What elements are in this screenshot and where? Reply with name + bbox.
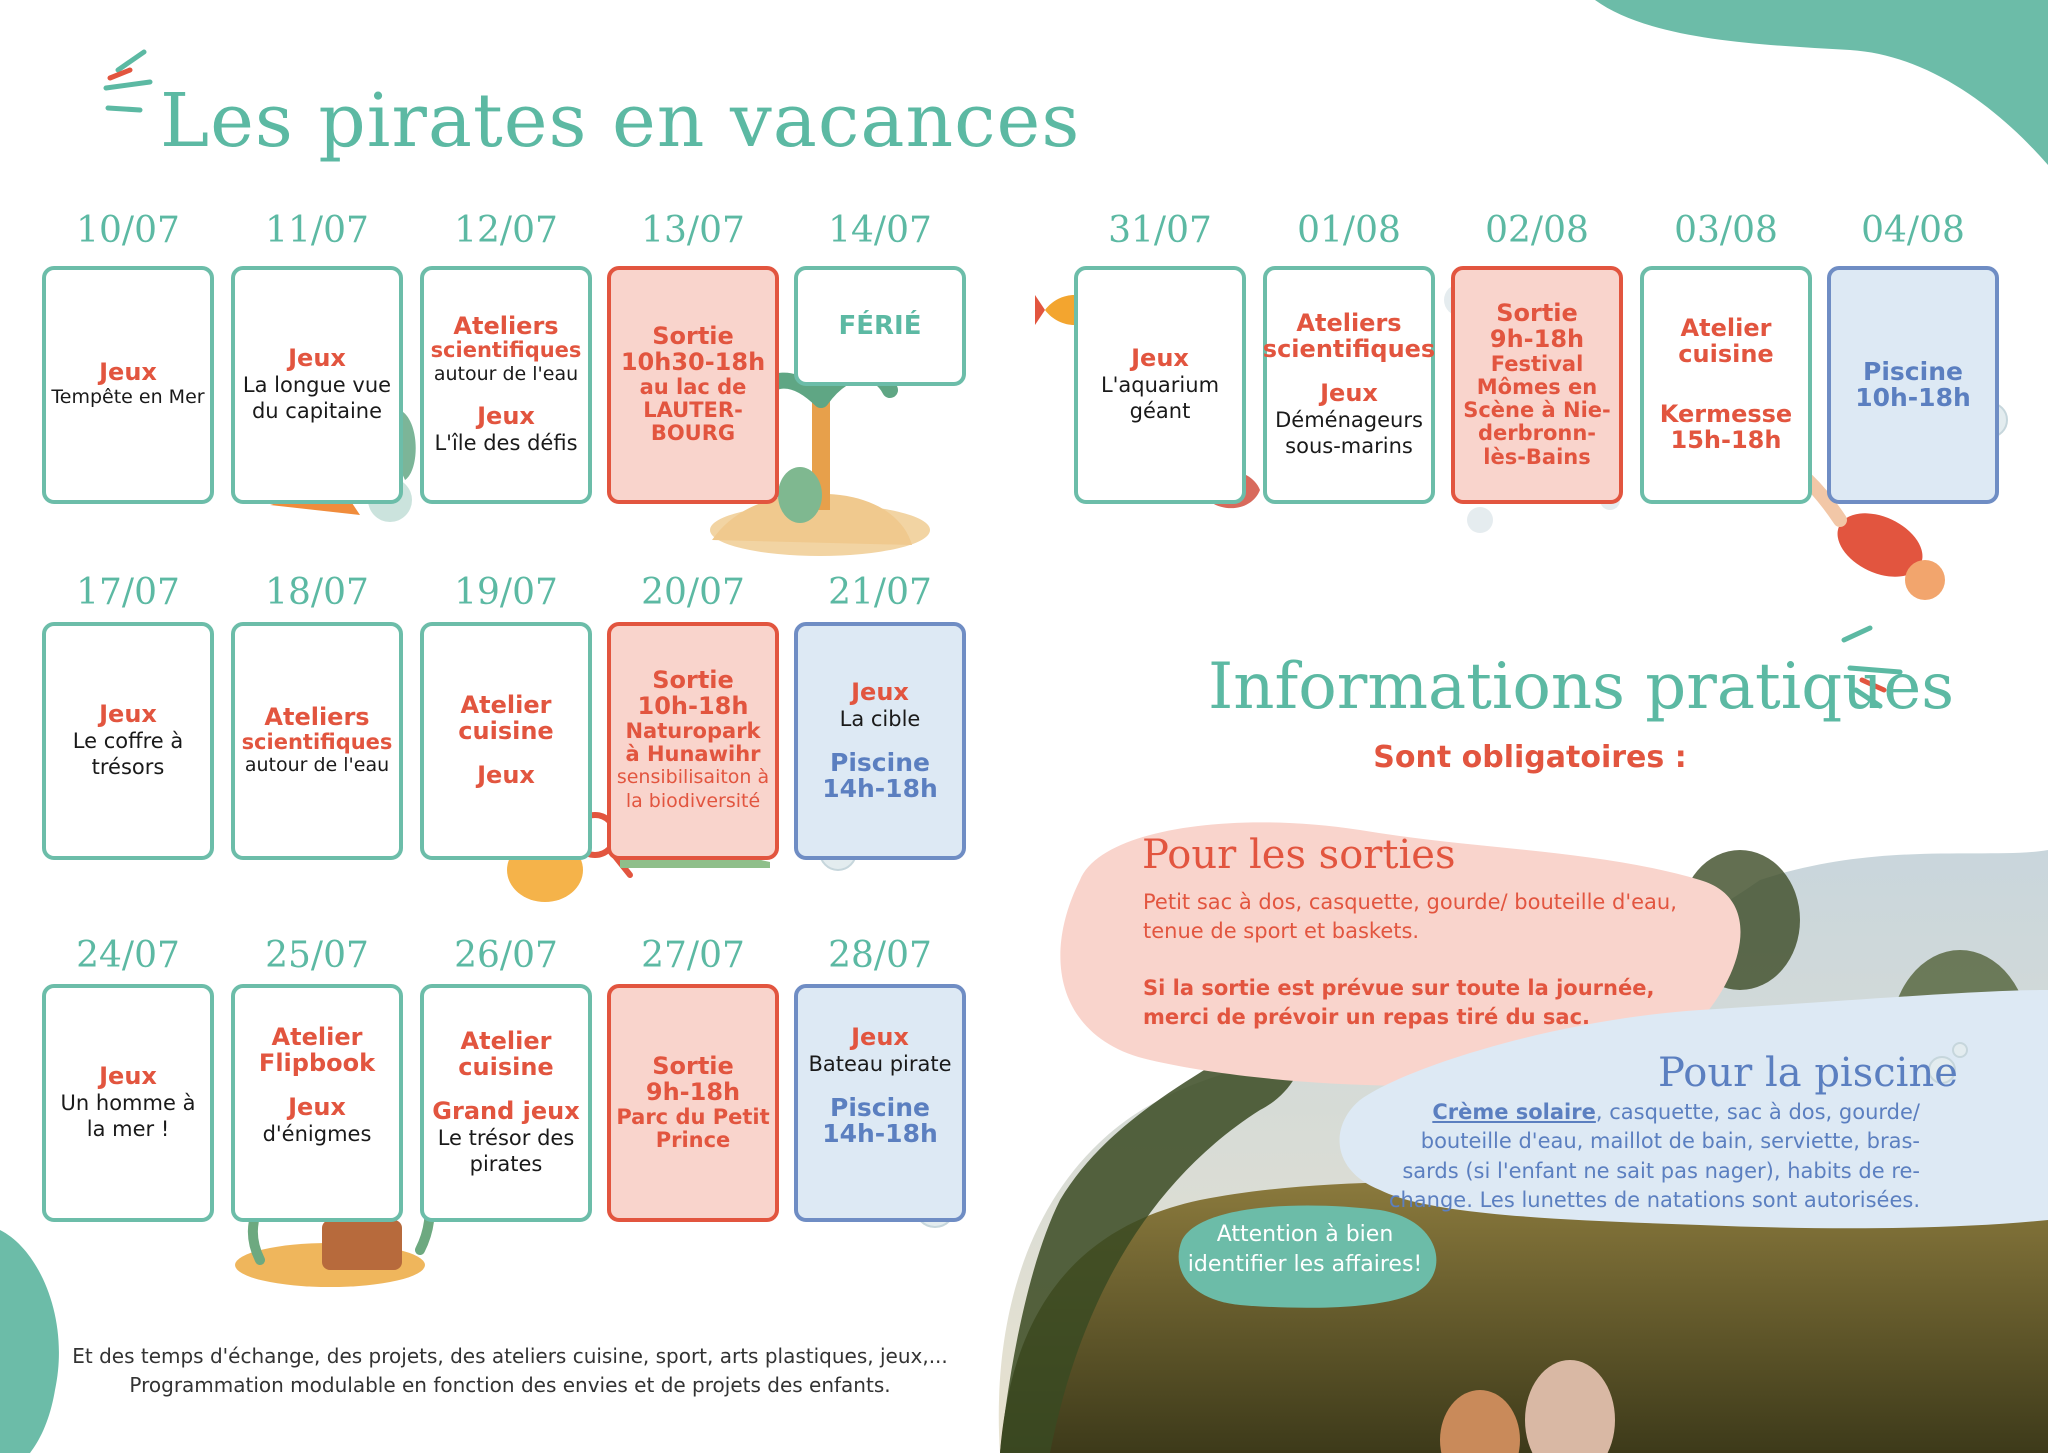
card-text: L'île des défis xyxy=(434,431,578,456)
card-text: Piscine xyxy=(830,1092,930,1122)
card-text: 10h30-18h xyxy=(620,348,766,377)
card-text: 10h-18h xyxy=(1855,383,1971,412)
date-label: 25/07 xyxy=(265,935,369,976)
top-right-blob xyxy=(1595,0,2048,165)
date-label: 17/07 xyxy=(76,572,180,613)
sorties-title: Pour les sorties xyxy=(1142,832,1456,878)
card-text: Festival Mômes en Scène à Nie-derbronn-lès-Bains xyxy=(1463,352,1611,469)
day-card xyxy=(607,266,779,504)
card-text: scientifiques xyxy=(1262,334,1436,363)
card-text: Ateliers xyxy=(1296,308,1402,337)
card-text: Jeux xyxy=(288,343,346,372)
day-card xyxy=(42,984,214,1222)
sorties-note: Si la sortie est prévue sur toute la journée, merci de prévoir un repas tiré du sac. xyxy=(1143,976,1655,1030)
card-text: Jeux xyxy=(288,1092,346,1121)
card-text: Atelier cuisine xyxy=(1678,314,1774,369)
card-text: Atelier xyxy=(271,1023,363,1052)
date-label: 20/07 xyxy=(641,572,745,613)
card-text: autour de l'eau xyxy=(433,362,579,385)
card-text: Atelier cuisine xyxy=(458,691,554,746)
date-label: 04/08 xyxy=(1861,210,1965,251)
card-text: Jeux xyxy=(1131,343,1189,372)
card-text: Tempête en Mer xyxy=(51,386,205,409)
piscine-title: Pour la piscine xyxy=(1658,1050,1958,1096)
card-text: Le coffre à trésors xyxy=(72,728,184,779)
card-text: Ateliers xyxy=(453,311,559,340)
card-text: 10h-18h xyxy=(637,692,749,721)
date-label: 12/07 xyxy=(454,210,558,251)
card-text: Déménageurs sous-marins xyxy=(1275,407,1423,458)
day-card xyxy=(1827,266,1999,504)
footer-line-1: Et des temps d'échange, des projets, des ateliers cuisine, sport, arts plastiques, jeux,... xyxy=(72,1344,948,1368)
day-card xyxy=(794,984,966,1222)
date-label: 31/07 xyxy=(1108,210,1212,251)
card-text: Jeux xyxy=(99,358,157,387)
info-title: Informations pratiques xyxy=(1208,650,1955,724)
card-text: 9h-18h xyxy=(645,1077,741,1106)
day-card xyxy=(420,984,592,1222)
day-card xyxy=(231,622,403,860)
page-title: Les pirates en vacances xyxy=(160,78,1081,164)
card-text: scientifiques xyxy=(430,338,582,363)
date-label: 26/07 xyxy=(454,935,558,976)
day-card xyxy=(1263,266,1435,504)
day-card xyxy=(607,622,779,860)
date-label: 28/07 xyxy=(828,935,932,976)
card-text: Jeux xyxy=(99,699,157,728)
day-card xyxy=(1640,266,1812,504)
card-text: Sortie xyxy=(652,1052,734,1080)
card-text: sensibilisaiton à la biodiversité xyxy=(616,766,770,812)
card-text: Atelier cuisine xyxy=(458,1026,554,1081)
card-text: FÉRIÉ xyxy=(838,311,922,341)
card-text: scientifiques xyxy=(241,729,393,754)
day-card xyxy=(231,266,403,504)
card-text: 9h-18h xyxy=(1489,325,1585,354)
day-card xyxy=(42,622,214,860)
date-label: 11/07 xyxy=(265,210,369,251)
day-card xyxy=(42,266,214,504)
piscine-highlight: Crème solaire xyxy=(1432,1100,1596,1124)
card-text: 15h-18h xyxy=(1670,425,1782,454)
day-card xyxy=(231,984,403,1222)
card-text: au lac de LAUTER-BOURG xyxy=(639,375,747,446)
card-text: Jeux xyxy=(477,402,535,431)
card-text: 14h-18h xyxy=(822,774,938,804)
date-label: 21/07 xyxy=(828,572,932,613)
date-label: 18/07 xyxy=(265,572,369,613)
card-text: Un homme à la mer ! xyxy=(60,1090,196,1141)
card-text: Jeux xyxy=(851,677,909,706)
day-card xyxy=(420,266,592,504)
date-label: 10/07 xyxy=(76,210,180,251)
card-text: La longue vue du capitaine xyxy=(242,372,392,423)
card-text: Piscine xyxy=(1863,356,1963,386)
card-text: Ateliers xyxy=(264,702,370,731)
date-label: 03/08 xyxy=(1674,210,1778,251)
card-text: Le trésor des pirates xyxy=(437,1125,575,1176)
footer-note xyxy=(60,1342,960,1400)
day-card xyxy=(794,266,966,386)
card-text: autour de l'eau xyxy=(244,753,390,776)
day-card xyxy=(794,622,966,860)
day-card xyxy=(1451,266,1623,504)
card-text: Sortie xyxy=(652,666,734,695)
date-label: 01/08 xyxy=(1297,210,1401,251)
card-text: Parc du Petit Prince xyxy=(616,1104,770,1152)
day-card xyxy=(420,622,592,860)
footer-line-2: Programmation modulable en fonction des envies et de projets des enfants. xyxy=(129,1373,891,1397)
day-card xyxy=(1074,266,1246,504)
card-text: 14h-18h xyxy=(822,1119,938,1149)
bottom-left-blob xyxy=(0,1230,59,1453)
card-text: d'énigmes xyxy=(262,1121,372,1146)
date-label: 19/07 xyxy=(454,572,558,613)
card-text: Sortie xyxy=(1496,299,1578,328)
piscine-text xyxy=(1365,1098,1920,1216)
card-text: Sortie xyxy=(652,322,734,351)
card-text: Kermesse xyxy=(1659,400,1793,428)
date-label: 27/07 xyxy=(641,935,745,976)
card-text: Jeux xyxy=(1320,378,1378,407)
date-label: 14/07 xyxy=(828,210,932,251)
card-text: Grand jeux xyxy=(432,1096,580,1125)
card-text: L'aquarium géant xyxy=(1100,372,1220,423)
card-text: Jeux xyxy=(99,1061,157,1090)
card-text: Jeux xyxy=(477,760,535,789)
card-text: Naturopark à Hunawihr xyxy=(625,719,761,767)
card-text: Jeux xyxy=(851,1022,909,1051)
card-text: La cible xyxy=(839,706,921,731)
date-label: 13/07 xyxy=(641,210,745,251)
piscine-body: , casquette, sac à dos, gourde/ bouteille d'eau, maillot de bain, serviette, bras-sards (si l'enfant ne sait pas nager), habits de re-change. Les lunettes de natations sont autorisées. xyxy=(1388,1100,1920,1213)
day-card xyxy=(607,984,779,1222)
date-label: 02/08 xyxy=(1485,210,1589,251)
card-text: Bateau pirate xyxy=(808,1051,952,1076)
date-label: 24/07 xyxy=(76,935,180,976)
info-subtitle: Sont obligatoires : xyxy=(1373,740,1687,775)
card-text: Flipbook xyxy=(258,1048,376,1077)
card-text: Piscine xyxy=(830,747,930,777)
sorties-text: Petit sac à dos, casquette, gourde/ bouteille d'eau, tenue de sport et baskets. xyxy=(1143,890,1677,944)
attention-bubble-text: Attention à bien identifier les affaires! xyxy=(1187,1222,1423,1277)
